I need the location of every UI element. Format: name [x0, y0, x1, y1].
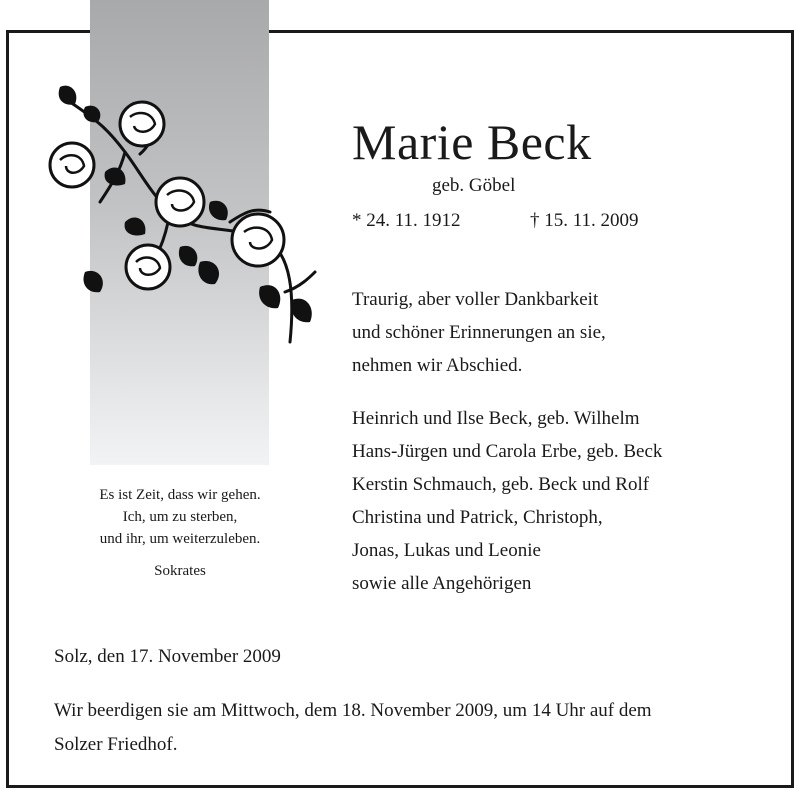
birth-name: geb. Göbel [432, 175, 516, 196]
birth-date: * 24. 11. 1912 [352, 210, 461, 231]
quote-line: Es ist Zeit, dass wir gehen. [99, 487, 261, 503]
family-line: Kerstin Schmauch, geb. Beck und Rolf [352, 474, 650, 495]
roses-illustration [30, 62, 330, 362]
quote-author: Sokrates [154, 563, 206, 579]
quote [60, 484, 300, 550]
funeral-line: Solzer Friedhof. [54, 734, 178, 755]
quote-line: Ich, um zu sterben, [122, 509, 238, 525]
family-line: Jonas, Lukas und Leonie [352, 540, 541, 561]
funeral-notice [54, 694, 754, 762]
funeral-line: Wir beerdigen sie am Mittwoch, dem 18. November 2009, um 14 Uhr auf dem [54, 700, 652, 721]
family-line: Heinrich und Ilse Beck, geb. Wilhelm [352, 408, 640, 429]
death-date: † 15. 11. 2009 [530, 210, 639, 231]
intro-text [352, 283, 606, 382]
family-line: Christina und Patrick, Christoph, [352, 507, 603, 528]
family-line: Hans-Jürgen und Carola Erbe, geb. Beck [352, 441, 663, 462]
family-list [352, 402, 662, 600]
intro-line: Traurig, aber voller Dankbarkeit [352, 289, 599, 310]
place-date: Solz, den 17. November 2009 [54, 646, 281, 667]
family-line: sowie alle Angehörigen [352, 573, 532, 594]
intro-line: und schöner Erinnerungen an sie, [352, 322, 606, 343]
intro-line: nehmen wir Abschied. [352, 355, 523, 376]
quote-line: und ihr, um weiterzuleben. [99, 531, 261, 547]
deceased-name: Marie Beck [352, 114, 592, 170]
